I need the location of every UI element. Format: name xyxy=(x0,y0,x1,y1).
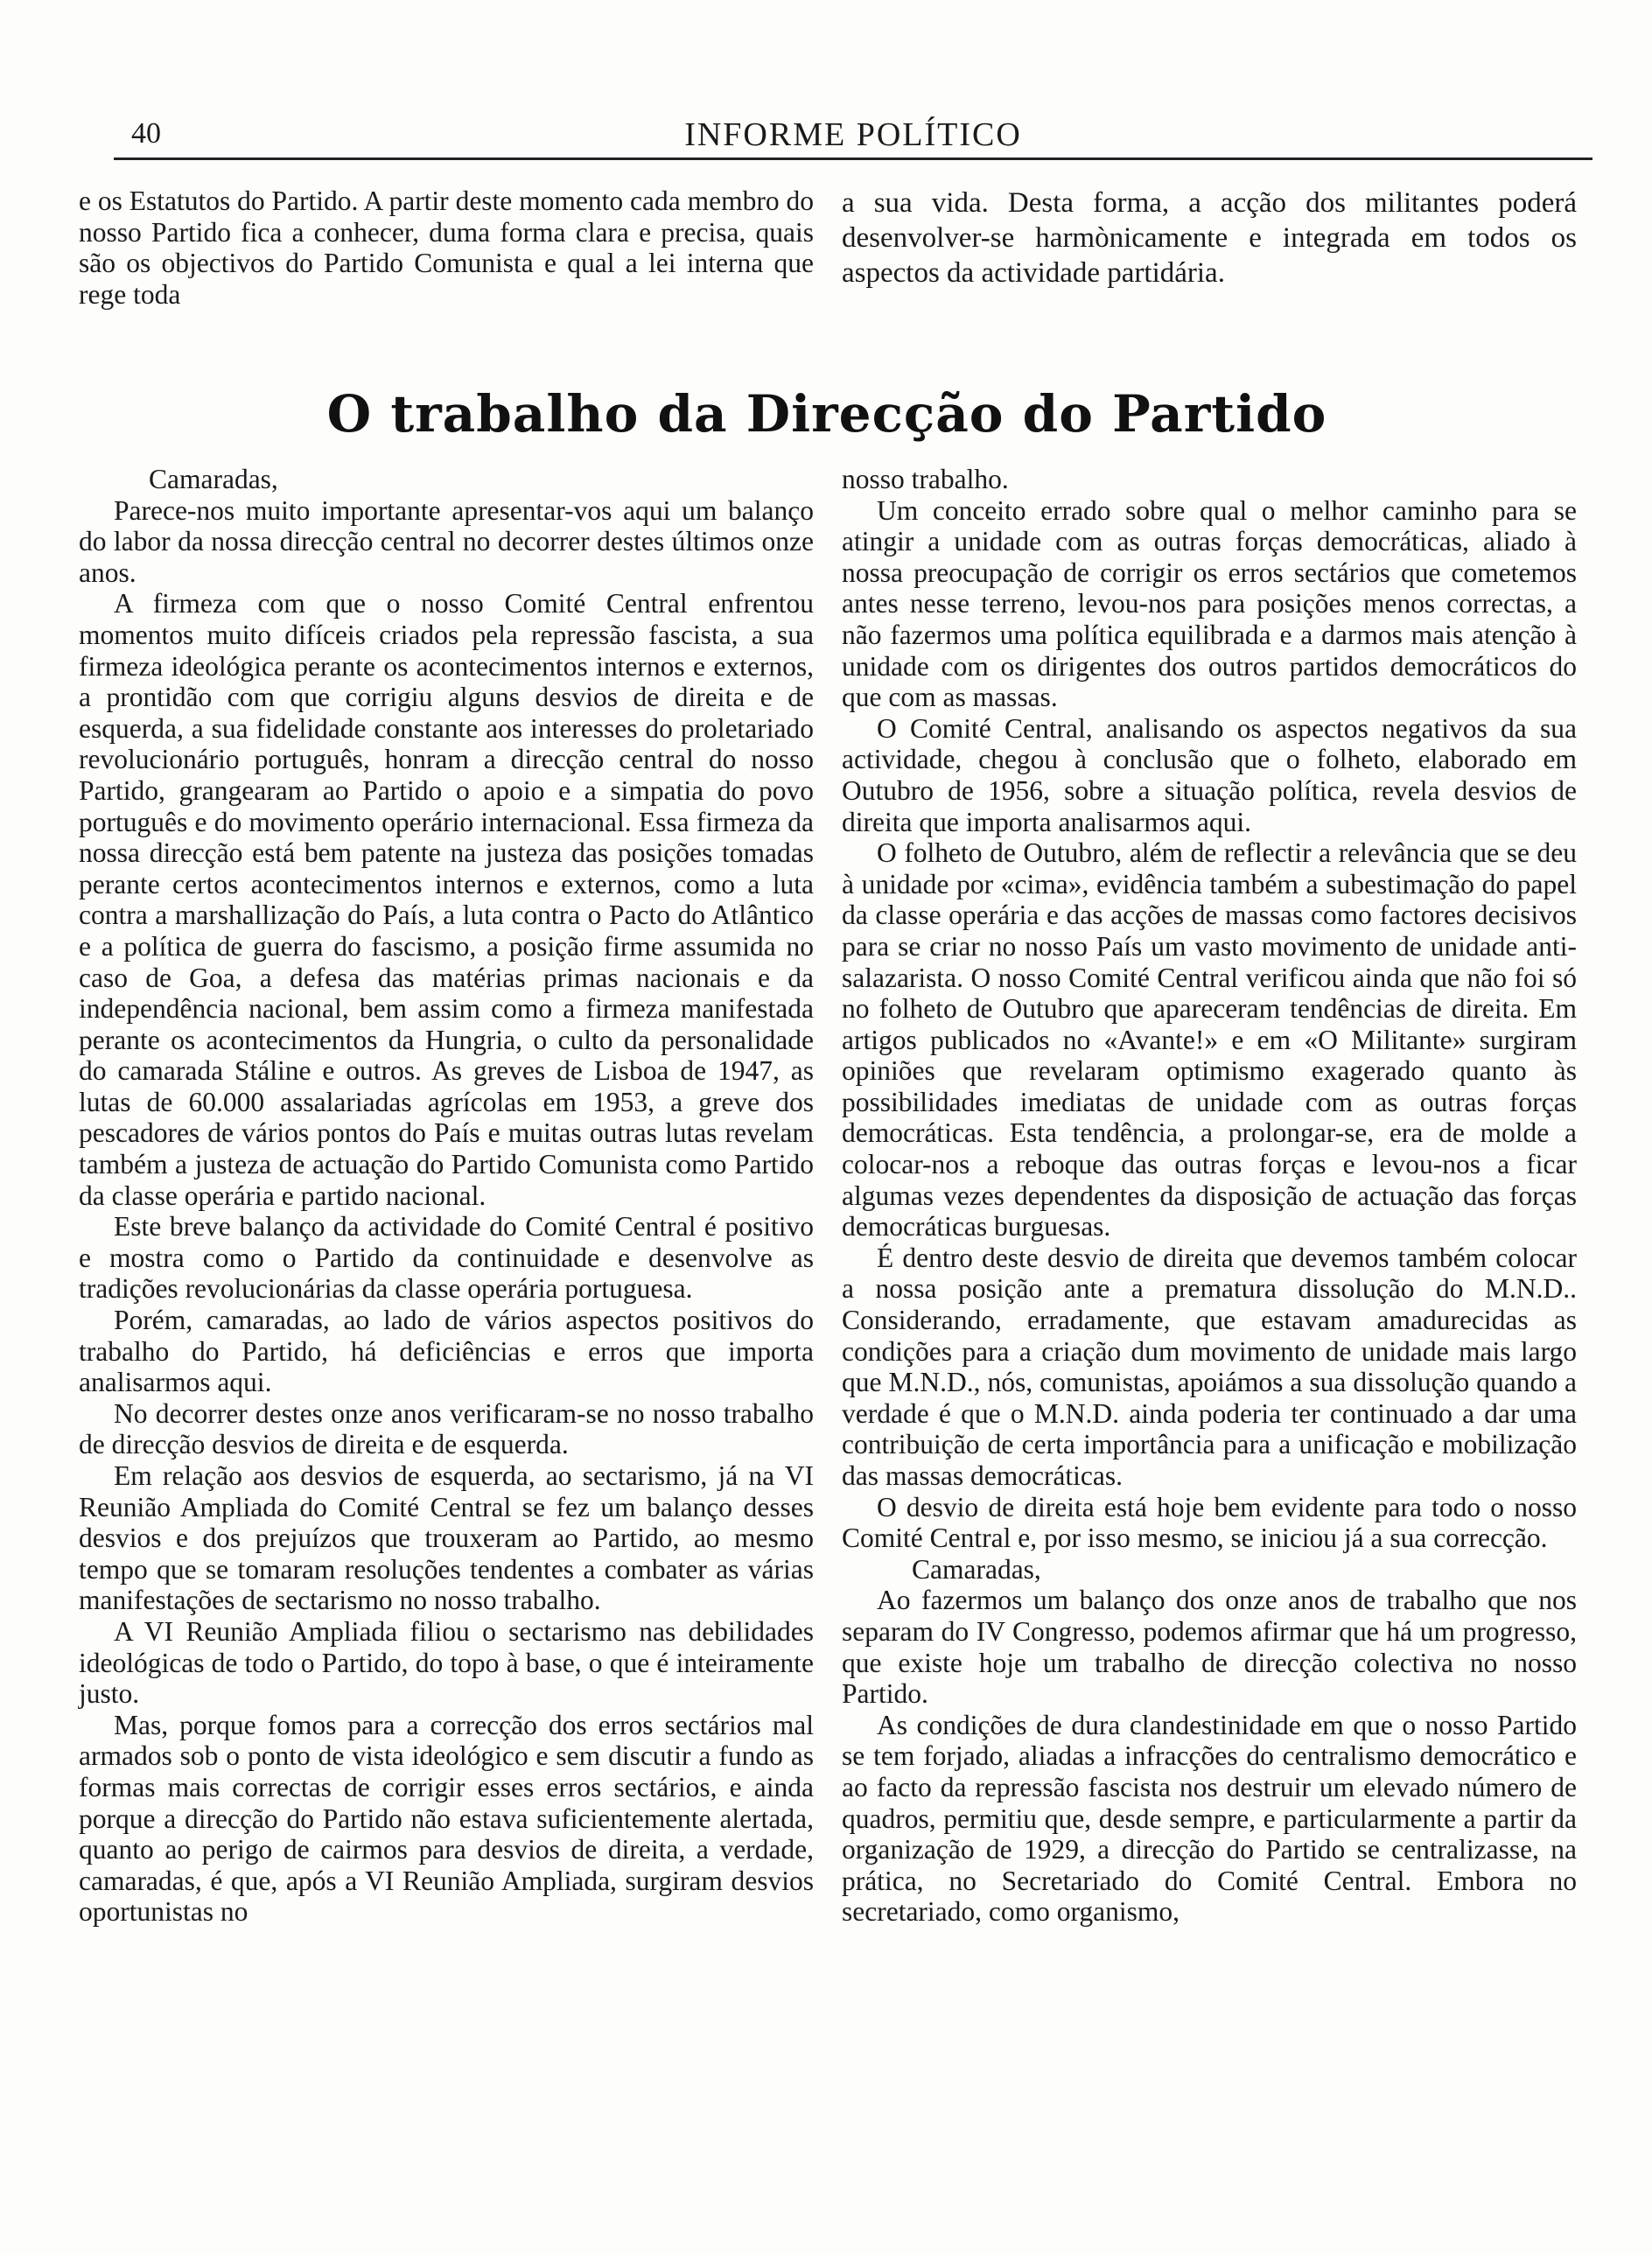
paragraph: A VI Reunião Ampliada filiou o sectarismo nas debilidades ideológicas de todo o Partido, do topo à base, o que é inteiramente justo. xyxy=(79,1615,814,1710)
paragraph: As condições de dura clandestinidade em que o nosso Partido se tem forjado, aliadas a infracções do centralismo democrático e ao facto da repressão fascista nos destruir um elevado número de quadros, permitiu que, desde sempre, e particularmente a partir da organização de 1929, a direcção do Partido se centralizasse, na prática, no Secretariado do Comité Central. Embora no secretariado, como organismo, xyxy=(842,1709,1577,1928)
intro-left-column xyxy=(79,186,814,310)
intro-right-text: a sua vida. Desta forma, a acção dos militantes poderá desenvolver-se harmònicamente e integrada em todos os aspectos da actividade partidária. xyxy=(842,187,1577,289)
intro-right-column xyxy=(842,186,1577,290)
article-right-column xyxy=(842,464,1577,1928)
paragraph: No decorrer destes onze anos verificaram-se no nosso trabalho de direcção desvios de direita e de esquerda. xyxy=(79,1397,814,1460)
paragraph: Ao fazermos um balanço dos onze anos de trabalho que nos separam do IV Congresso, podemos afirmar que há um progresso, que existe hoje um trabalho de direcção colectiva no nosso Partido. xyxy=(842,1585,1577,1710)
paragraph: Camaradas, xyxy=(149,464,278,494)
page-header xyxy=(114,112,1592,160)
paragraph: Um conceito errado sobre qual o melhor caminho para se atingir a unidade com as outras forças democráticas, aliado à nossa preocupação de corrigir os erros sectários que cometemos antes nesse terreno, levou-nos para posições menos correctas, a não fazermos uma política equilibrada e a darmos mais atenção à unidade com os dirigentes dos outros partidos democráticos do que com as massas. xyxy=(842,494,1577,713)
paragraph: Camaradas, xyxy=(912,1553,1041,1585)
paragraph: O desvio de direita está hoje bem evidente para todo o nosso Comité Central e, por isso mesmo, se iniciou já a sua correcção. xyxy=(842,1491,1577,1554)
article-left-column xyxy=(79,464,814,1928)
running-title: INFORME POLÍTICO xyxy=(684,116,1022,153)
intro-left-text: e os Estatutos do Partido. A partir deste momento cada membro do nosso Partido fica a conhecer, duma forma clara e precisa, quais são os objectivos do Partido Comunista e qual a lei interna que rege toda xyxy=(79,186,814,310)
paragraph: O Comité Central, analisando os aspectos negativos da sua actividade, chegou à conclusão que o folheto, elaborado em Outubro de 1956, sobre a situação política, revela desvios de direita que importa analisarmos aqui. xyxy=(842,712,1577,837)
paragraph: Parece-nos muito importante apresentar-vos aqui um balanço do labor da nossa direcção central no decorrer destes últimos onze anos. xyxy=(79,494,814,588)
paragraph: Porém, camaradas, ao lado de vários aspectos positivos do trabalho do Partido, há deficiências e erros que importa analisarmos aqui. xyxy=(79,1305,814,1398)
paragraph: Mas, porque fomos para a correcção dos erros sectários mal armados sob o ponto de vista ideológico e sem discutir a fundo as formas mais correctas de corrigir esses erros sectários, e ainda porque a direcção do Partido não estava suficientemente alertada, quanto ao perigo de cairmos para desvios de direita, a verdade, camaradas, é que, após a VI Reunião Ampliada, surgiram desvios oportunistas no xyxy=(79,1709,814,1928)
paragraph: É dentro deste desvio de direita que devemos também colocar a nossa posição ante a prematura dissolução do M.N.D.. Considerando, erradamente, que estavam amadurecidas as condições para a criação dum movimento de unidade mais largo que M.N.D., nós, comunistas, apoiámos a sua dissolução quando a verdade é que o M.N.D. ainda poderia ter continuado a dar uma contribuição de certa importância para a unificação e mobilização das massas democráticas. xyxy=(842,1242,1577,1491)
paragraph: Este breve balanço da actividade do Comité Central é positivo e mostra como o Partido da continuidade e desenvolve as tradições revolucionárias da classe operária portuguesa. xyxy=(79,1211,814,1305)
page-number: 40 xyxy=(131,117,161,150)
paragraph: A firmeza com que o nosso Comité Central enfrentou momentos muito difíceis criados pela repressão fascista, a sua firmeza ideológica perante os acontecimentos internos e externos, a prontidão com que corrigiu alguns desvios de direita e de esquerda, a sua fidelidade constante aos interesses do proletariado revolucionário português, honram a direcção central do nosso Partido, grangearam ao Partido o apoio e a simpatia do povo português e do movimento operário internacional. Essa firmeza da nossa direcção está bem patente na justeza das posições tomadas perante certos acontecimentos internos e externos, como a luta contra a marshallização do País, a luta contra o Pacto do Atlântico e a política de guerra do fascismo, a posição firme assumida no caso de Goa, a defesa das matérias primas nacionais e da independência nacional, bem assim como a firmeza manifestada perante os acontecimentos da Hungria, o culto da personalidade do camarada Stáline e outros. As greves de Lisboa de 1947, as lutas de 60.000 assalariadas agrícolas em 1953, a greve dos pescadores de vários pontos do País e muitas outras lutas revelam também a justeza de actuação do Partido Comunista como Partido da classe operária e partido nacional. xyxy=(79,588,814,1211)
article-title: O trabalho da Direcção do Partido xyxy=(326,383,1327,444)
paragraph: Em relação aos desvios de esquerda, ao sectarismo, já na VI Reunião Ampliada do Comité Central se fez um balanço desses desvios e dos prejuízos que trouxeram ao Partido, ao mesmo tempo que se tomaram resoluções tendentes a combater as várias manifestações de sectarismo no nosso trabalho. xyxy=(79,1460,814,1616)
paragraph: nosso trabalho. xyxy=(842,464,1009,494)
paragraph: O folheto de Outubro, além de reflectir a relevância que se deu à unidade por «cima», evidência também a subestimação do papel da classe operária e das acções de massas como factores decisivos para se criar no nosso País um vasto movimento de unidade anti-salazarista. O nosso Comité Central verificou ainda que não foi só no folheto de Outubro que apareceram tendências de direita. Em artigos publicados no «Avante!» e em «O Militante» surgiram opiniões que revelaram optimismo exagerado quanto às possibilidades imediatas de unidade com as outras forças democráticas. Esta tendência, a prolongar-se, era de molde a colocar-nos a reboque das outras forças e levou-nos a ficar algumas vezes dependentes da disposição de actuação das forças democráticas burguesas. xyxy=(842,837,1577,1242)
